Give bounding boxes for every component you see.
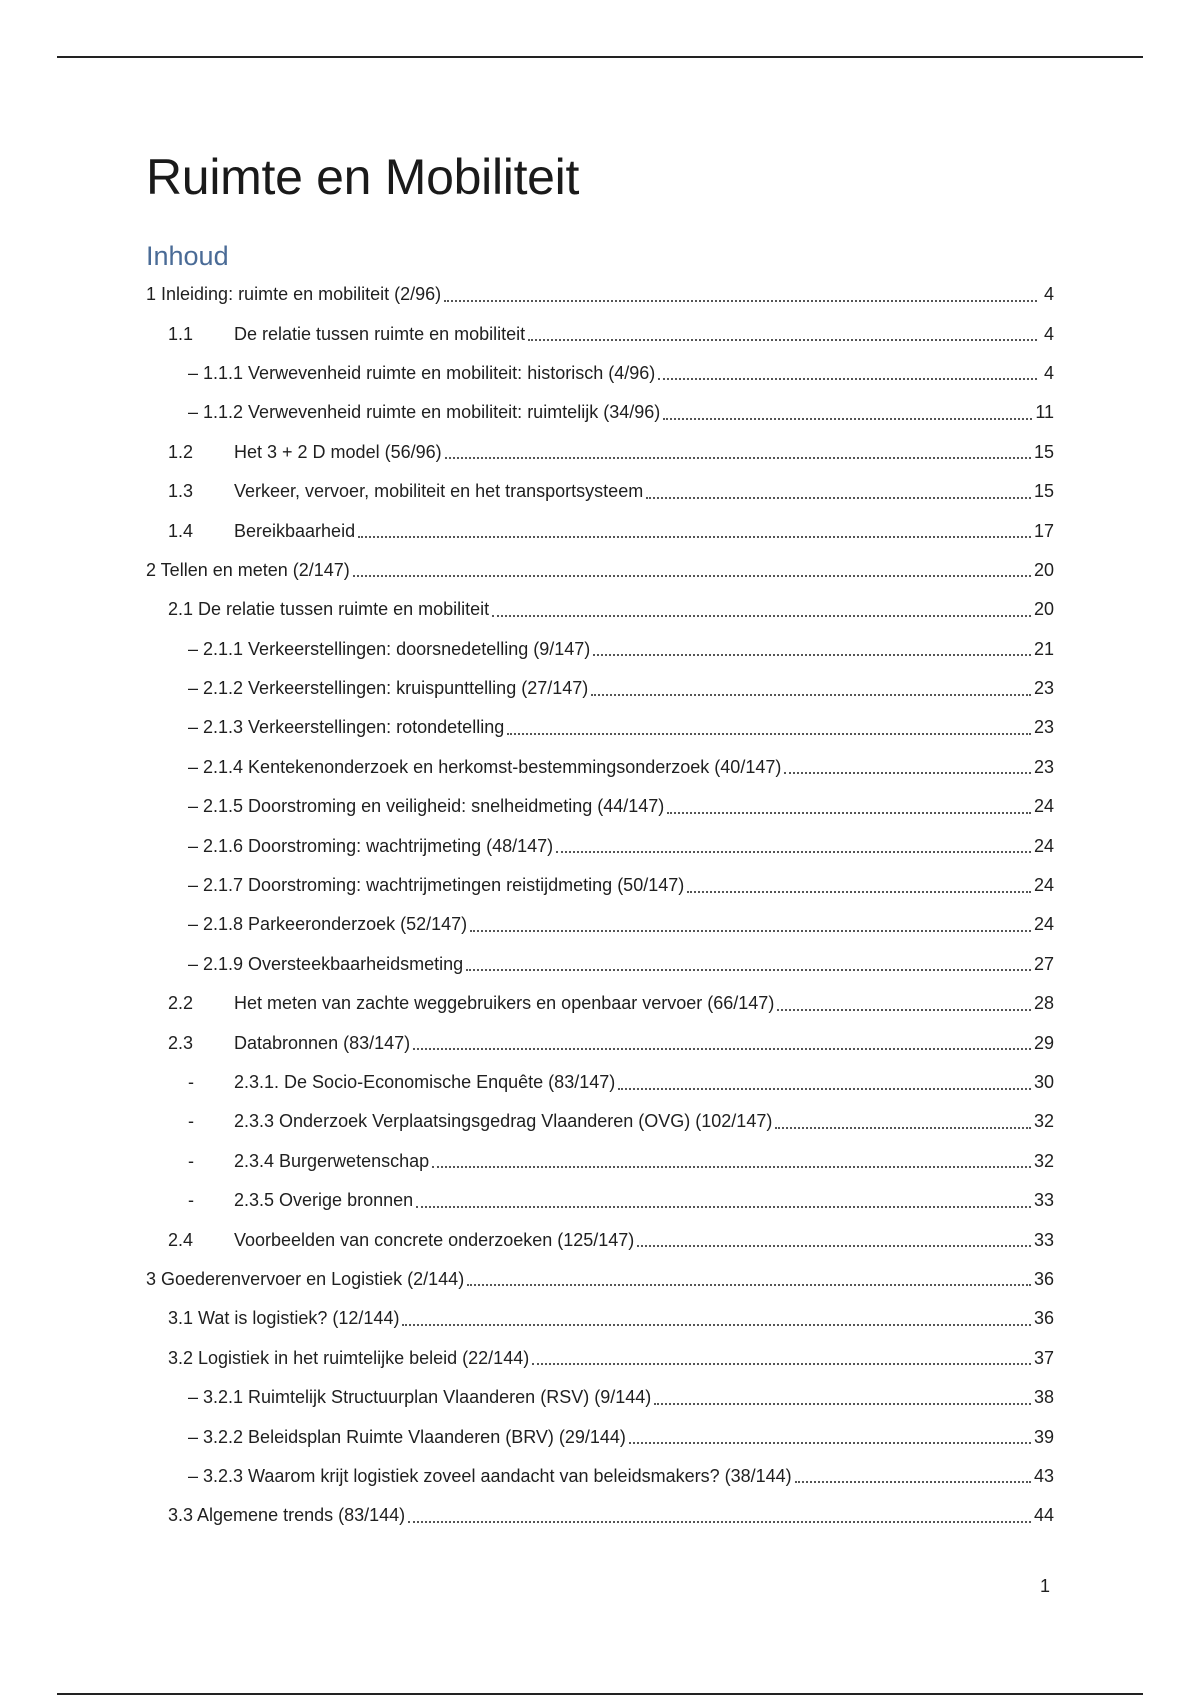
toc-entry-text: Verkeer, vervoer, mobiliteit en het transportsysteem: [234, 481, 644, 502]
toc-entry-page: 15: [1033, 441, 1054, 462]
toc-entry-text: – 2.1.8 Parkeeronderzoek (52/147): [188, 914, 468, 935]
toc-entry[interactable]: [146, 1496, 1054, 1535]
toc-entry-label: [146, 560, 350, 581]
toc-leader-dots: [795, 1481, 1031, 1483]
toc-entry-page: 11: [1035, 402, 1054, 423]
toc-entry-page: 38: [1033, 1387, 1054, 1408]
toc-entry-text: – 2.1.4 Kentekenonderzoek en herkomst-bestemmingsonderzoek (40/147): [188, 756, 782, 777]
toc-entry-page: 30: [1033, 1072, 1054, 1092]
toc-leader-dots: [445, 457, 1031, 459]
toc-entry-text: 3.3 Algemene trends (83/144): [168, 1505, 406, 1526]
toc-entry-label: [188, 796, 664, 817]
toc-leader-dots: [629, 1442, 1031, 1444]
toc-entry[interactable]: [146, 314, 1054, 353]
toc-leader-dots: [416, 1206, 1031, 1208]
toc-leader-dots: [528, 339, 1037, 341]
toc-entry-number: -: [188, 1150, 194, 1171]
toc-leader-dots: [775, 1127, 1031, 1129]
toc-entry-label: [188, 836, 553, 857]
toc-entry-page: 27: [1033, 953, 1054, 974]
toc-leader-dots: [532, 1363, 1031, 1365]
toc-entry-page: 15: [1033, 481, 1054, 502]
toc-entry-text: 3.1 Wat is logistiek? (12/144): [168, 1308, 400, 1329]
toc-leader-dots: [507, 733, 1031, 735]
toc-entry-text: – 3.2.3 Waarom krijt logistiek zoveel aandacht van beleidsmakers? (38/144): [188, 1465, 792, 1486]
toc-entry[interactable]: [146, 1260, 1054, 1299]
toc-entry-page: 29: [1033, 1032, 1054, 1053]
toc-leader-dots: [663, 418, 1032, 420]
toc-entry-number: 1.4: [168, 520, 194, 541]
toc-entry-text: Voorbeelden van concrete onderzoeken (125/147): [234, 1229, 635, 1250]
toc-entry-text: – 2.1.6 Doorstroming: wachtrijmeting (48/147): [188, 835, 554, 856]
toc-entry[interactable]: [146, 669, 1054, 708]
toc-leader-dots: [591, 694, 1031, 696]
page-number: 1: [1040, 1576, 1051, 1596]
toc-leader-dots: [444, 300, 1037, 302]
toc-entry-page: 24: [1033, 875, 1054, 896]
toc-entry[interactable]: [146, 708, 1054, 747]
toc-entry-text: 1 Inleiding: ruimte en mobiliteit (2/96): [146, 284, 442, 305]
toc-entry-page: 23: [1033, 717, 1054, 738]
toc-entry-text: 3 Goederenvervoer en Logistiek (2/144): [146, 1268, 465, 1289]
toc-entry-page: 44: [1033, 1505, 1054, 1526]
toc-entry-number: -: [188, 1072, 194, 1092]
toc-entry-number: 2.2: [168, 993, 194, 1014]
toc-leader-dots: [593, 654, 1031, 656]
toc-entry-text: – 2.1.9 Oversteekbaarheidsmeting: [188, 953, 464, 974]
toc-entry-page: 24: [1033, 835, 1054, 856]
toc-entry-number: 1.3: [168, 481, 194, 502]
toc-entry-text: 2.3.4 Burgerwetenschap: [234, 1150, 430, 1171]
toc-entry-text: Bereikbaarheid: [234, 520, 356, 541]
toc-entry[interactable]: [146, 1339, 1054, 1378]
toc-entry[interactable]: [146, 630, 1054, 669]
toc-entry-page: 23: [1033, 756, 1054, 777]
toc-leader-dots: [358, 536, 1031, 538]
toc-entry-page: 33: [1033, 1190, 1054, 1211]
toc-entry-label: [188, 402, 660, 423]
toc-entry-page: 24: [1033, 914, 1054, 935]
toc-entry-label: [188, 1387, 651, 1408]
toc-entry-text: – 3.2.1 Ruimtelijk Structuurplan Vlaanderen (RSV) (9/144): [188, 1387, 652, 1408]
toc-leader-dots: [646, 497, 1031, 499]
toc-entry-page: 23: [1033, 678, 1054, 699]
toc-entry-label: [168, 1308, 399, 1329]
toc-entry[interactable]: [146, 1299, 1054, 1338]
toc-entry[interactable]: [146, 1181, 1054, 1220]
toc-entry-page: 24: [1033, 796, 1054, 817]
toc-entry-page: 4: [1043, 284, 1054, 305]
toc-leader-dots: [353, 575, 1031, 577]
toc-entry-label: [188, 757, 781, 778]
toc-entry-text: Het meten van zachte weggebruikers en openbaar vervoer (66/147): [234, 993, 775, 1014]
toc-leader-dots: [637, 1245, 1031, 1247]
document-title: Ruimte en Mobiliteit: [146, 149, 580, 205]
toc-entry-text: – 2.1.2 Verkeerstellingen: kruispunttelling (27/147): [188, 678, 589, 699]
toc-entry[interactable]: [146, 826, 1054, 865]
toc-entry-text: 2.3.3 Onderzoek Verplaatsingsgedrag Vlaanderen (OVG) (102/147): [234, 1111, 773, 1132]
toc-entry[interactable]: [146, 866, 1054, 905]
toc-entry-label: [168, 1230, 634, 1251]
toc-leader-dots: [467, 1284, 1031, 1286]
toc-entry-text: 2.3.5 Overige bronnen: [234, 1190, 414, 1211]
toc-entry-label: [188, 363, 655, 384]
toc-entry-text: – 1.1.2 Verwevenheid ruimte en mobiliteit: ruimtelijk (34/96): [188, 402, 661, 423]
toc-leader-dots: [402, 1324, 1031, 1326]
toc-leader-dots: [466, 969, 1031, 971]
toc-heading: Inhoud: [146, 241, 229, 271]
toc-entry-page: 4: [1043, 323, 1054, 344]
toc-entry[interactable]: [146, 984, 1054, 1023]
toc-leader-dots: [777, 1009, 1031, 1011]
toc-leader-dots: [618, 1088, 1031, 1090]
toc-entry-label: [168, 481, 643, 502]
toc-entry-page: 32: [1033, 1111, 1054, 1132]
toc-leader-dots: [408, 1521, 1031, 1523]
toc-entry[interactable]: [146, 1220, 1054, 1259]
toc-entry-text: 2 Tellen en meten (2/147): [146, 559, 350, 580]
toc-entry[interactable]: [146, 1023, 1054, 1062]
toc-entry-label: [168, 1348, 529, 1369]
toc-entry-page: 20: [1033, 559, 1054, 580]
toc-entry-text: – 2.1.7 Doorstroming: wachtrijmetingen reistijdmeting (50/147): [188, 875, 685, 896]
toc-leader-dots: [667, 812, 1031, 814]
toc-leader-dots: [432, 1166, 1031, 1168]
toc-entry[interactable]: [146, 905, 1054, 944]
toc-entry[interactable]: [146, 354, 1054, 393]
toc-entry-page: 39: [1033, 1426, 1054, 1447]
toc-leader-dots: [413, 1048, 1031, 1050]
toc-entry-page: 21: [1033, 638, 1054, 659]
toc-entry-page: 4: [1043, 362, 1054, 383]
toc-entry[interactable]: [146, 748, 1054, 787]
toc-entry-page: 36: [1033, 1308, 1054, 1329]
toc-entry-text: – 2.1.5 Doorstroming en veiligheid: snelheidmeting (44/147): [188, 796, 665, 817]
toc-leader-dots: [784, 772, 1031, 774]
toc-entry-label: [168, 1033, 410, 1054]
toc-entry-page: 37: [1033, 1347, 1054, 1368]
toc-entry-label: [188, 717, 504, 738]
toc-entry-text: De relatie tussen ruimte en mobiliteit: [234, 323, 526, 344]
toc-entry[interactable]: [146, 472, 1054, 511]
toc-entry-label: [146, 284, 441, 305]
toc-entry-page: 17: [1033, 520, 1054, 541]
toc-entry[interactable]: [146, 551, 1054, 590]
toc-entry-number: 1.2: [168, 441, 194, 462]
toc-entry-label: [188, 914, 467, 935]
toc-leader-dots: [654, 1403, 1031, 1405]
toc-entry-text: – 2.1.3 Verkeerstellingen: rotondetelling: [188, 717, 505, 738]
toc-leader-dots: [470, 930, 1031, 932]
toc-entry-number: -: [188, 1190, 194, 1211]
toc-entry[interactable]: [146, 1417, 1054, 1456]
toc-entry[interactable]: [146, 1378, 1054, 1417]
toc-entry-text: 2.1 De relatie tussen ruimte en mobiliteit: [168, 599, 490, 620]
footer-rule: [57, 1693, 1143, 1695]
toc-entry-label: [188, 1151, 429, 1172]
toc-entry-number: -: [188, 1111, 194, 1132]
toc-entry-label: [188, 875, 684, 896]
toc-entry-label: [188, 1427, 626, 1448]
toc-entry-label: [168, 521, 355, 542]
toc-entry[interactable]: [146, 590, 1054, 629]
header-rule: [57, 56, 1143, 58]
toc-entry-label: [146, 1269, 464, 1290]
toc-entry-label: [188, 1466, 792, 1487]
toc-entry-label: [188, 1072, 615, 1093]
toc-entry[interactable]: [146, 1063, 1054, 1102]
toc-entry[interactable]: [146, 433, 1054, 472]
toc-leader-dots: [492, 615, 1031, 617]
toc-entry-text: – 2.1.1 Verkeerstellingen: doorsnedetelling (9/147): [188, 638, 591, 659]
toc-entry-label: [168, 993, 774, 1014]
toc-entry-page: 36: [1033, 1268, 1054, 1289]
toc-entry[interactable]: [146, 393, 1054, 432]
toc-leader-dots: [658, 378, 1037, 380]
table-of-contents: [146, 275, 1054, 1536]
toc-entry[interactable]: [146, 275, 1054, 314]
toc-entry-page: 43: [1033, 1465, 1054, 1486]
toc-entry-text: 2.3.1. De Socio-Economische Enquête (83/147): [234, 1072, 616, 1092]
toc-entry-label: [188, 639, 590, 660]
toc-entry[interactable]: [146, 945, 1054, 984]
toc-entry-label: [168, 442, 442, 463]
toc-entry-label: [188, 954, 463, 975]
toc-entry-label: [168, 324, 525, 345]
toc-entry-page: 32: [1033, 1150, 1054, 1171]
toc-entry-text: – 3.2.2 Beleidsplan Ruimte Vlaanderen (BRV) (29/144): [188, 1426, 626, 1447]
toc-entry[interactable]: [146, 511, 1054, 550]
toc-entry[interactable]: [146, 1102, 1054, 1141]
toc-leader-dots: [556, 851, 1031, 853]
toc-leader-dots: [687, 891, 1031, 893]
toc-entry-text: 3.2 Logistiek in het ruimtelijke beleid (22/144): [168, 1347, 530, 1368]
toc-entry-number: 2.4: [168, 1229, 194, 1250]
toc-entry[interactable]: [146, 1142, 1054, 1181]
toc-entry-label: [168, 599, 489, 620]
toc-entry-text: Het 3 + 2 D model (56/96): [234, 441, 442, 462]
toc-entry-number: 2.3: [168, 1032, 194, 1053]
toc-entry-text: – 1.1.1 Verwevenheid ruimte en mobiliteit: historisch (4/96): [188, 362, 656, 383]
toc-entry-page: 20: [1033, 599, 1054, 620]
toc-entry-label: [188, 1111, 772, 1132]
toc-entry-label: [168, 1505, 405, 1526]
toc-entry-label: [188, 1190, 413, 1211]
toc-entry-page: 28: [1033, 993, 1054, 1014]
toc-entry-number: 1.1: [168, 323, 194, 344]
toc-entry-text: Databronnen (83/147): [234, 1032, 411, 1053]
toc-entry[interactable]: [146, 1457, 1054, 1496]
toc-entry-label: [188, 678, 588, 699]
toc-entry[interactable]: [146, 787, 1054, 826]
toc-entry-page: 33: [1033, 1229, 1054, 1250]
